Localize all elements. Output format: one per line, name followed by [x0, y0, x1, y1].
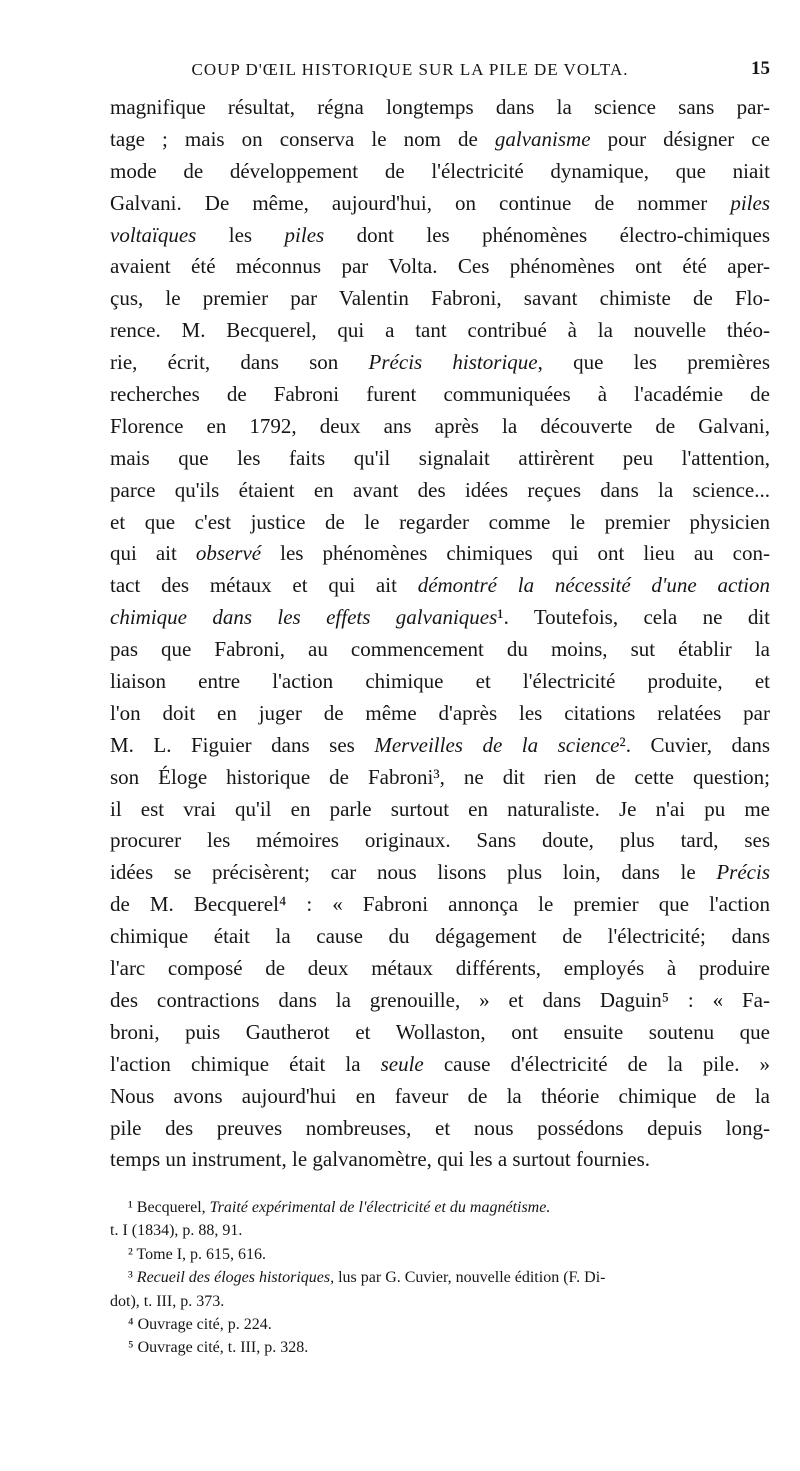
body-line: recherches de Fabroni furent communiquées à l'académie de	[110, 382, 770, 407]
footnote-line: ⁵ Ouvrage cité, t. III, p. 328.	[128, 1339, 309, 1357]
body-line: qui ait observé les phénomènes chimiques qui ont lieu au con-	[110, 541, 770, 566]
body-line: idées se précisèrent; car nous lisons plus loin, dans le Précis	[110, 860, 770, 885]
body-line: liaison entre l'action chimique et l'électricité produite, et	[110, 669, 770, 694]
footnote-line: ³ Recueil des éloges historiques, lus par G. Cuvier, nouvelle édition (F. Di-	[128, 1269, 606, 1287]
body-line: tact des métaux et qui ait démontré la nécessité d'une action	[110, 573, 770, 598]
footnote-line: t. I (1834), p. 88, 91.	[110, 1222, 243, 1240]
body-line: rence. M. Becquerel, qui a tant contribué à la nouvelle théo-	[110, 318, 770, 343]
body-line: rie, écrit, dans son Précis historique, que les premières	[110, 350, 770, 375]
body-line: magnifique résultat, régna longtemps dans la science sans par-	[110, 95, 770, 119]
body-line: avaient été méconnus par Volta. Ces phénomènes ont été aper-	[110, 254, 770, 279]
body-line: mais que les faits qu'il signalait attirèrent peu l'attention,	[110, 445, 770, 470]
body-line: et que c'est justice de le regarder comme le premier physicien	[110, 509, 770, 534]
body-line: l'action chimique était la seule cause d'électricité de la pile. »	[110, 1051, 770, 1076]
footnote-line: dot), t. III, p. 373.	[110, 1292, 225, 1310]
footnotes	[110, 1196, 770, 1360]
body-line: de M. Becquerel⁴ : « Fabroni annonça le premier que l'action	[110, 892, 770, 917]
body-line: M. L. Figuier dans ses Merveilles de la science². Cuvier, dans	[110, 732, 770, 757]
running-title: COUP D'ŒIL HISTORIQUE SUR LA PILE DE VOLTA.	[191, 60, 629, 79]
body-line: mode de développement de l'électricité dynamique, que niait	[110, 158, 770, 183]
body-line: l'arc composé de deux métaux différents, employés à produire	[110, 956, 770, 981]
body-line: tage ; mais on conserva le nom de galvanisme pour désigner ce	[110, 126, 770, 151]
footnote-line: ¹ Becquerel, Traité expérimental de l'électricité et du magnétisme.	[128, 1199, 551, 1216]
body-line: des contractions dans la grenouille, » et dans Daguin⁵ : « Fa-	[110, 987, 770, 1012]
body-text	[110, 92, 770, 1176]
body-line: son Éloge historique de Fabroni³, ne dit rien de cette question;	[110, 764, 770, 789]
body-line: temps un instrument, le galvanomètre, qui les a surtout fournies.	[110, 1147, 651, 1172]
body-line: Florence en 1792, deux ans après la découverte de Galvani,	[110, 413, 770, 438]
body-line: Galvani. De même, aujourd'hui, on continue de nommer piles	[110, 190, 770, 215]
body-line: il est vrai qu'il en parle surtout en naturaliste. Je n'ai pu me	[110, 796, 770, 821]
footnote-line: ² Tome I, p. 615, 616.	[128, 1245, 267, 1263]
footnote-line: ⁴ Ouvrage cité, p. 224.	[128, 1315, 272, 1333]
body-line: broni, puis Gautherot et Wollaston, ont ensuite soutenu que	[110, 1019, 770, 1044]
body-line: l'on doit en juger de même d'après les citations relatées par	[110, 700, 770, 725]
body-line: pas que Fabroni, au commencement du moins, sut établir la	[110, 637, 770, 662]
body-line: procurer les mémoires originaux. Sans doute, plus tard, ses	[110, 828, 770, 853]
running-head	[110, 56, 770, 86]
body-line: parce qu'ils étaient en avant des idées reçues dans la science...	[110, 477, 770, 502]
page-number: 15	[751, 58, 770, 79]
body-line: chimique était la cause du dégagement de l'électricité; dans	[110, 924, 770, 949]
body-line: voltaïques les piles dont les phénomènes électro-chimiques	[110, 222, 770, 247]
body-line: pile des preuves nombreuses, et nous possédons depuis long-	[110, 1115, 770, 1140]
body-line: çus, le premier par Valentin Fabroni, savant chimiste de Flo-	[110, 286, 770, 311]
body-line: chimique dans les effets galvaniques¹. Toutefois, cela ne dit	[110, 605, 770, 630]
body-line: Nous avons aujourd'hui en faveur de la théorie chimique de la	[110, 1083, 770, 1108]
